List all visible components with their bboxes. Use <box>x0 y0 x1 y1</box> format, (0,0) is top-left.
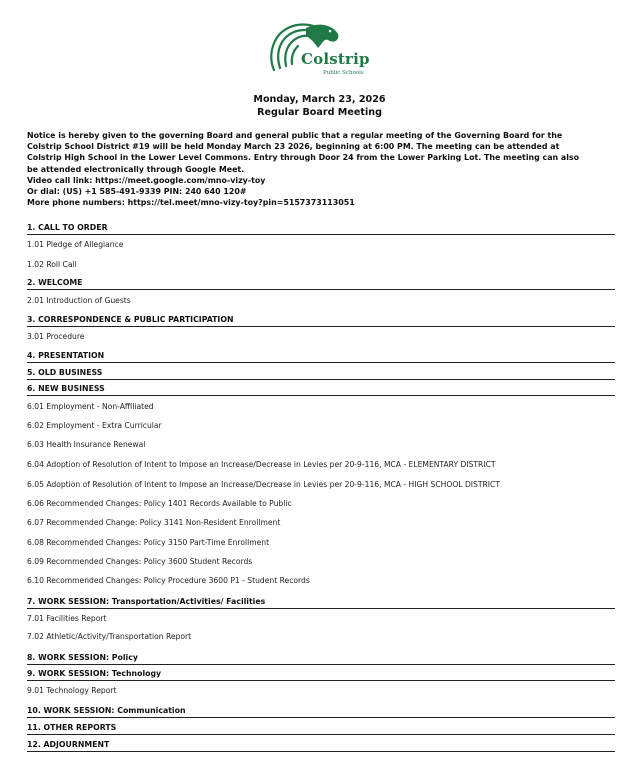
agenda-item: 6.03 Health Insurance Renewal <box>27 440 146 449</box>
district-logo <box>266 18 378 80</box>
meeting-date: Monday, March 23, 2026 <box>253 94 386 105</box>
section-old-business: 5. OLD BUSINESS <box>27 368 615 380</box>
logo-name: Colstrip <box>301 50 370 68</box>
notice-line: Notice is hereby given to the governing Board and general public that a regular meeting of the Governing Board for the <box>27 131 563 140</box>
agenda-item: 2.01 Introduction of Guests <box>27 296 131 305</box>
agenda-item: 6.04 Adoption of Resolution of Intent to Impose an Increase/Decrease in Levies per 20-9-116, MCA - ELEMENTARY DISTRICT <box>27 460 496 469</box>
section-work-session-facilities: 7. WORK SESSION: Transportation/Activities/ Facilities <box>27 597 615 609</box>
agenda-item: 9.01 Technology Report <box>27 686 117 695</box>
phone-numbers-link[interactable]: More phone numbers: https://tel.meet/mno-vizy-toy?pin=5157373113051 <box>27 198 355 208</box>
section-other-reports: 11. OTHER REPORTS <box>27 723 615 735</box>
section-welcome: 2. WELCOME <box>27 278 615 290</box>
section-work-session-communication: 10. WORK SESSION: Communication <box>27 706 615 718</box>
agenda-item: 7.01 Facilities Report <box>27 614 107 623</box>
agenda-item: 6.06 Recommended Changes: Policy 1401 Records Available to Public <box>27 499 292 508</box>
agenda-item: 7.02 Athletic/Activity/Transportation Report <box>27 632 192 641</box>
section-correspondence: 3. CORRESPONDENCE & PUBLIC PARTICIPATION <box>27 315 615 327</box>
section-work-session-technology: 9. WORK SESSION: Technology <box>27 669 615 681</box>
agenda-item: 6.07 Recommended Change: Policy 3141 Non-Resident Enrollment <box>27 518 281 527</box>
agenda-item: 6.09 Recommended Changes: Policy 3600 Student Records <box>27 557 253 566</box>
agenda-item: 6.01 Employment - Non-Affiliated <box>27 402 154 411</box>
agenda-item: 6.02 Employment - Extra Curricular <box>27 421 162 430</box>
meeting-notice <box>27 130 617 208</box>
section-adjournment: 12. ADJOURNMENT <box>27 740 615 752</box>
agenda-item: 6.10 Recommended Changes: Policy Procedure 3600 P1 - Student Records <box>27 576 310 585</box>
section-new-business: 6. NEW BUSINESS <box>27 384 615 396</box>
section-work-session-policy: 8. WORK SESSION: Policy <box>27 653 615 665</box>
section-call-to-order: 1. CALL TO ORDER <box>27 223 615 235</box>
meeting-header <box>0 93 639 119</box>
notice-line: Colstrip High School in the Lower Level Commons. Entry through Door 24 from the Lower Parking Lot. The meeting can also <box>27 153 580 163</box>
notice-line: Colstrip School District #19 will be held Monday March 23 2026, beginning at 6:00 PM. The meeting can be attended at <box>27 142 560 152</box>
logo-subtitle: Public Schools <box>323 70 364 76</box>
section-presentation: 4. PRESENTATION <box>27 351 615 363</box>
agenda-item: 6.08 Recommended Changes: Policy 3150 Part-Time Enrollment <box>27 538 270 547</box>
notice-line: be attended electronically through Google Meet. <box>27 164 245 174</box>
agenda-item: 3.01 Procedure <box>27 332 85 341</box>
agenda-item: 6.05 Adoption of Resolution of Intent to Impose an Increase/Decrease in Levies per 20-9-116, MCA - HIGH SCHOOL DISTRICT <box>27 480 500 489</box>
agenda-item: 1.02 Roll Call <box>27 260 77 269</box>
meeting-title: Regular Board Meeting <box>257 107 382 118</box>
dial-in-info: Or dial: (US) +1 585-491-9339 PIN: 240 640 120# <box>27 187 247 197</box>
video-call-link[interactable]: Video call link: https://meet.google.com/mno-vizy-toy <box>27 175 266 185</box>
agenda-item: 1.01 Pledge of Allegiance <box>27 240 124 249</box>
